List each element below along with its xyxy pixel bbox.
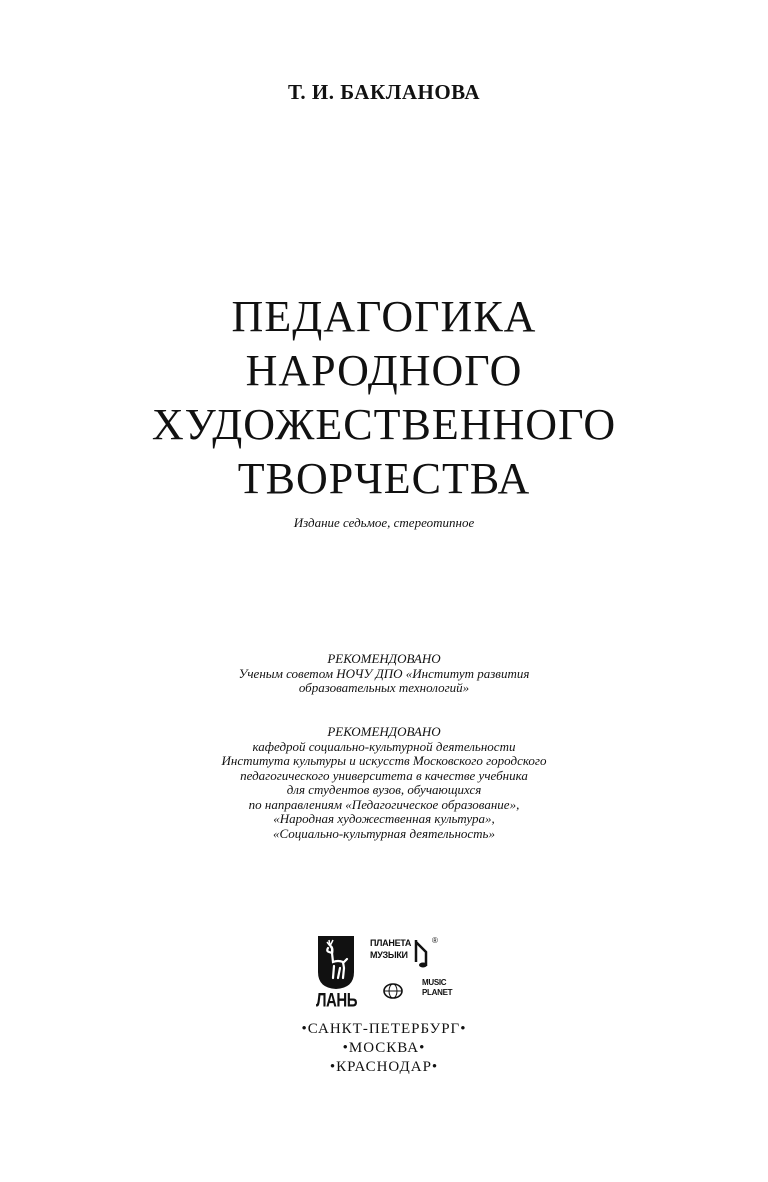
lan-logo-text: ЛАНЬ: [316, 989, 357, 1012]
recommendation-heading: РЕКОМЕНДОВАНО: [327, 724, 441, 739]
registered-mark: ®: [432, 936, 438, 945]
recommendation-line: образовательных технологий»: [298, 680, 470, 695]
title-line: ХУДОЖЕСТВЕННОГО: [151, 400, 617, 449]
recommendation-line: педагогического университета в качестве учебника: [240, 767, 528, 783]
city-line: •МОСКВА•: [342, 1040, 426, 1056]
city-line: •КРАСНОДАР•: [329, 1059, 439, 1075]
planet-logo-en-line: MUSIC: [422, 978, 447, 987]
recommendation-line: «Социально-культурная деятельность»: [273, 825, 495, 841]
recommendation-heading: РЕКОМЕНДОВАНО: [327, 651, 441, 666]
recommendation-line: Института культуры и искусств Московского городского: [221, 753, 547, 768]
recommendation-line: по направлениям «Педагогическое образование»,: [248, 796, 520, 812]
deer-icon: [316, 932, 356, 990]
lan-logo: [316, 932, 356, 1012]
recommendation-line: Ученым советом НОЧУ ДПО «Институт развития: [238, 665, 530, 681]
recommendation-line: для студентов вузов, обучающихся: [286, 782, 482, 797]
title-line: ТВОРЧЕСТВА: [237, 454, 531, 503]
planet-logo-line: ПЛАНЕТА: [370, 938, 412, 948]
planet-logo-en-line: PLANET: [422, 988, 453, 997]
city-line: •САНКТ-ПЕТЕРБУРГ•: [301, 1021, 467, 1037]
globe-icon: [382, 982, 404, 1000]
book-title: [0, 290, 768, 506]
title-line: НАРОДНОГО: [245, 346, 523, 395]
planet-logo-line: МУЗЫКИ: [370, 950, 408, 960]
recommendation-block: [0, 725, 768, 841]
publisher-logos: [316, 932, 456, 1012]
edition-note: Издание седьмое, стереотипное: [293, 515, 475, 530]
music-note-icon: [412, 938, 434, 968]
recommendation-block: [0, 652, 768, 696]
recommendation-line: «Народная художественная культура»,: [273, 811, 495, 826]
planet-music-logo: [370, 938, 456, 1008]
author-name: Т. И. БАКЛАНОВА: [287, 80, 481, 104]
title-line: ПЕДАГОГИКА: [231, 292, 537, 341]
recommendation-line: кафедрой социально-культурной деятельности: [252, 738, 516, 754]
